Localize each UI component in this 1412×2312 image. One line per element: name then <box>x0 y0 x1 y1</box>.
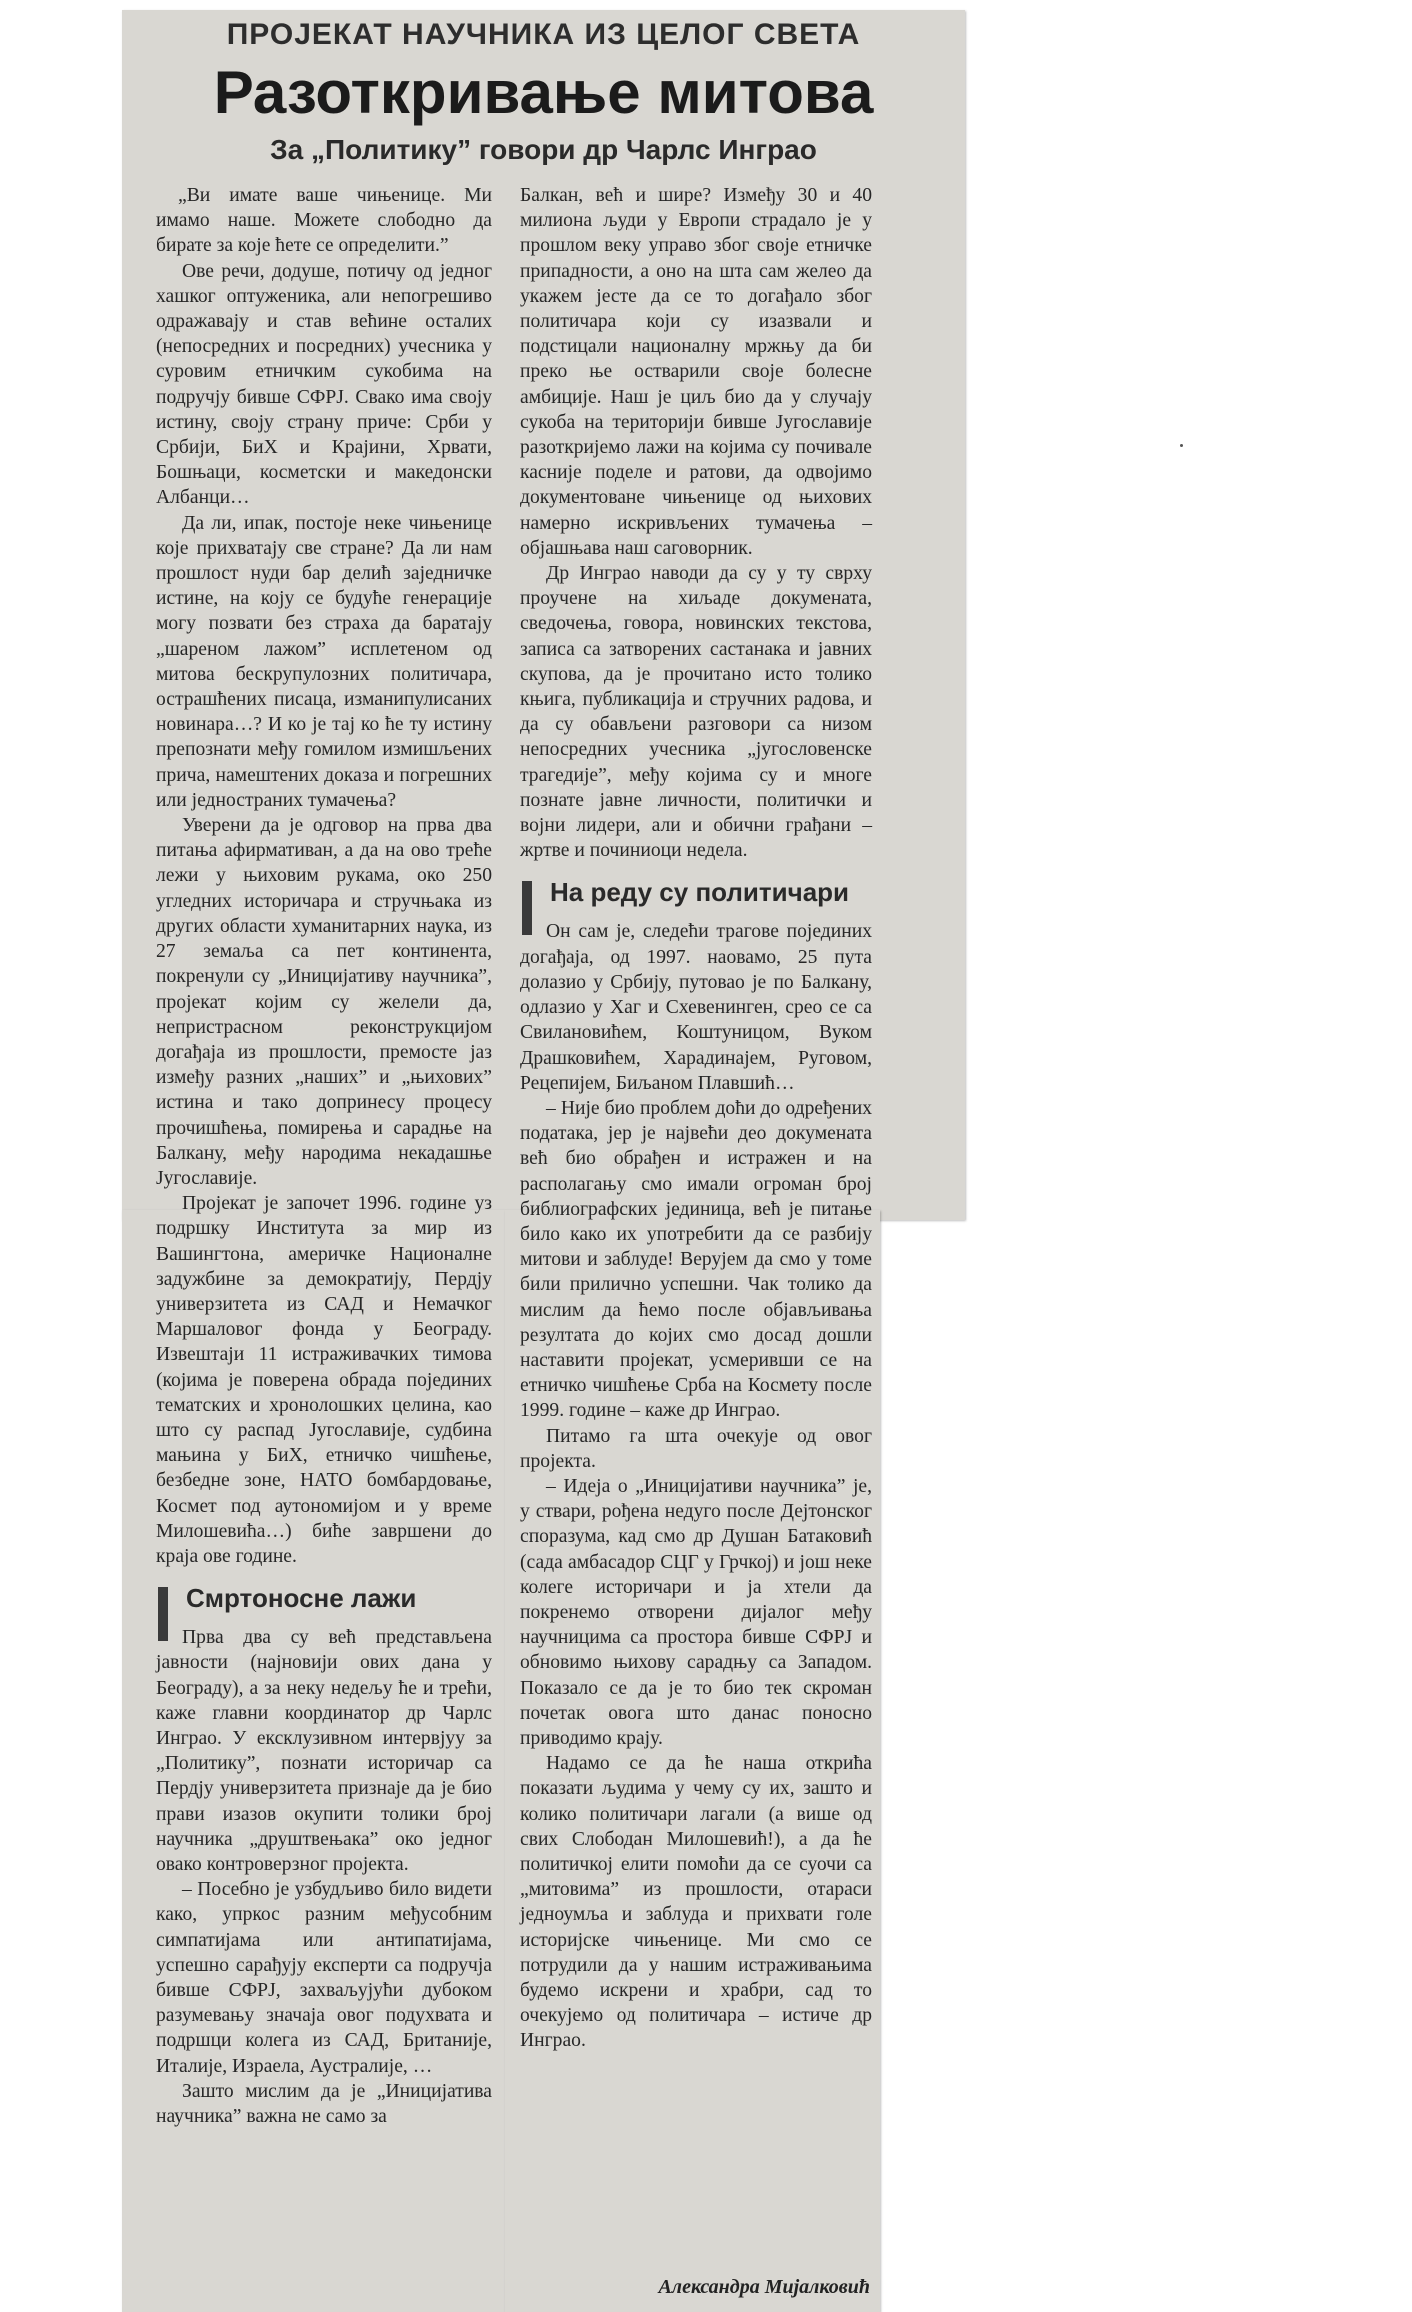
section-heading <box>520 877 872 907</box>
dust-speck <box>1180 444 1183 447</box>
paragraph: Он сам је, следећи трагове појединих догађаја, од 1997. наовамо, 25 пута долазио у Србију, путовао је по Балкану, одлазио у Хаг и Схевенинген, срео се са Свилановићем, Коштуницом, Вуком Драшковићем, Харадинајем, Руговом, Рецепијем, Биљаном Плавшић… <box>520 921 872 1094</box>
article-byline: Александра Мијалковић <box>658 2276 870 2298</box>
heading-bar <box>522 881 532 935</box>
paragraph: Ове речи, додуше, потичу од једног хашког оптуженика, али непогрешиво одражавају и став већине осталих (непосредних и посредних) учесника у суровим етничким сукобима на подручју бивше СФРЈ. Свако има своју истину, своју страну приче: Срби у Србији, БиХ и Крајини, Хрвати, Бошњаци, косметски и македонски Албанци… <box>156 260 492 509</box>
paragraph: – Посебно је узбудљиво било видети како, упркос разним међусобним симпатијама или антипатијама, успешно сарађују експерти са подручја бивше СФРЈ, захваљујући дубоком разумевању значаја овог подухвата и подршци колега из САД, Британије, Италије, Израела, Аустралије, … <box>156 1879 492 2077</box>
section-heading-text: Смртоносне лажи <box>186 1583 417 1614</box>
article-kicker: ПРОЈЕКАТ НАУЧНИКА ИЗ ЦЕЛОГ СВЕТА <box>226 18 861 51</box>
paragraph: Питамо га шта очекује од овог пројекта. <box>520 1425 872 1472</box>
section-heading <box>156 1583 492 1613</box>
paragraph: Пројекат је започет 1996. године уз подршку Института за мир из Вашингтона, америчке Националне задужбине за демократију, Пердју универзитета из САД и Немачког Маршаловог фонда у Београду. Извештаји 11 истраживачких тимова (којима је поверена обрада појединих тематских и хронолошких целина, као што су распад Југославије, судбина мањина у БиХ, етничко чишћење, безбедне зоне, НАТО бомбардовање, Космет под аутономијом и у време Милошевића…) биће завршени до краја ове године. <box>156 1193 492 1567</box>
paragraph: – Није био проблем доћи до одређених података, јер је највећи део докумената већ био обрађен и истражен и на располагању смо имали огроман број библиографских јединица, већ је питање било како их употребити да се разбију митови и заблуде! Верујем да смо у томе били прилично успешни. Чак толико да мислим да ћемо после објављивања резултата до којих смо досад дошли наставити пројекат, усмеривши се на етничко чишћење Срба на Космету после 1999. године – каже др Инграо. <box>520 1097 872 1422</box>
paragraph: – Идеја о „Иницијативи научника” је, у ствари, рођена недуго после Дејтонског споразума, кад смо др Душан Батаковић (сада амбасадор СЦГ у Грчкој) и још неке колеге историчари и ја хтели да покренемо отворени дијалог међу научницима са простора бивше СФРЈ и обновимо њихову сарадњу са Западом. Показало се да је то био тек скроман почетак овога што данас поносно приводимо крају. <box>520 1475 872 1749</box>
paragraph: Балкан, већ и шире? Између 30 и 40 милиона људи у Европи страдало је у прошлом веку управо због своје етничке припадности, а оно на шта сам желео да укажем јесте да се то догађало због политичара који су изазвали и подстицали националну мржњу да би преко ње остварили своје болесне амбиције. Наш је циљ био да у случају сукоба на територији бивше Југославије разоткријемо лажи на којима су почивале касније поделе и ратови, да одвојимо документоване чињенице од њихових намерно искривљених тумачења – објашњава наш саговорник. <box>520 185 872 559</box>
section-heading-text: На реду су политичари <box>550 877 850 908</box>
article-headline: Разоткривање митова <box>213 59 874 126</box>
paragraph: Уверени да је одговор на прва два питања афирмативан, а да на ово треће лежи у њиховим рукама, око 250 угледних историчара и стручњака из других области хуманитарних наука, из 27 земаља са пет континента, покренули су „Иницијативу научника”, пројекат којим су желели да, непристрасном реконструкцијом догађаја из прошлости, премосте јаз између разних „наших” и „њихових” истина и тако допринесу процесу прочишћења, помирења и сарадње на Балкану, међу народима некадашње Југославије. <box>156 815 492 1189</box>
paragraph: Др Инграо наводи да су у ту сврху проучене на хиљаде докумената, сведочења, говора, новинских текстова, записа са затворених састанака и јавних скупова, да је прочитано исто толико књига, публикација и стручних радова, и да су обављени разговори са низом непосредних учесника „југословенске трагедије”, међу којима су и многе познате јавне личности, политички и војни лидери, али и обични грађани – жртве и починиоци недела. <box>520 563 872 862</box>
paragraph: Прва два су већ представљена јавности (најновији ових дана у Београду), а за неку недељу ће и трећи, каже главни координатор др Чарлс Инграо. У ексклузивном интервјуу за „Политику”, познати историчар са Пердју универзитета признаје да је био прави изазов окупити толики број научника „друштвењака” око једног овако контроверзног пројекта. <box>156 1627 492 1875</box>
paragraph: „Ви имате ваше чињенице. Ми имамо наше. Можете слободно да бирате за које ћете се определити.” <box>156 185 492 257</box>
paragraph: Да ли, ипак, постоје неке чињенице које прихватају све стране? Да ли нам прошлост нуди бар делић заједничке истине, на коју се будуће генерације могу позвати без страха да баратају „шареном лажом” исплетеном од митова бескрупулозних политичара, острашћених писаца, изманипулисаних новинара…? И ко је тај ко ће ту истину препознати међу гомилом измишљених прича, намештених доказа и погрешних или једностраних тумачења? <box>156 512 492 811</box>
paragraph: Надамо се да ће наша открића показати људима у чему су их, зашто и колико политичари лагали (а више од свих Слободан Милошевић!), а да ће политичкој елити помоћи да се суочи са „митовима” из прошлости, отараси једноумља и заблуда и прихвати голе историјске чињенице. Ми смо се потрудили да у нашим истраживањима будемо искрени и храбри, сад то очекујемо од политичара – истиче др Инграо. <box>520 1753 872 2052</box>
right-column <box>520 183 872 2054</box>
article-subhead: За „Политику” говори др Чарлс Инграо <box>270 134 817 165</box>
paragraph: Зашто мислим да је „Иницијатива научника” важна не само за <box>156 2080 492 2128</box>
left-column <box>156 183 492 2129</box>
heading-bar <box>158 1587 168 1641</box>
